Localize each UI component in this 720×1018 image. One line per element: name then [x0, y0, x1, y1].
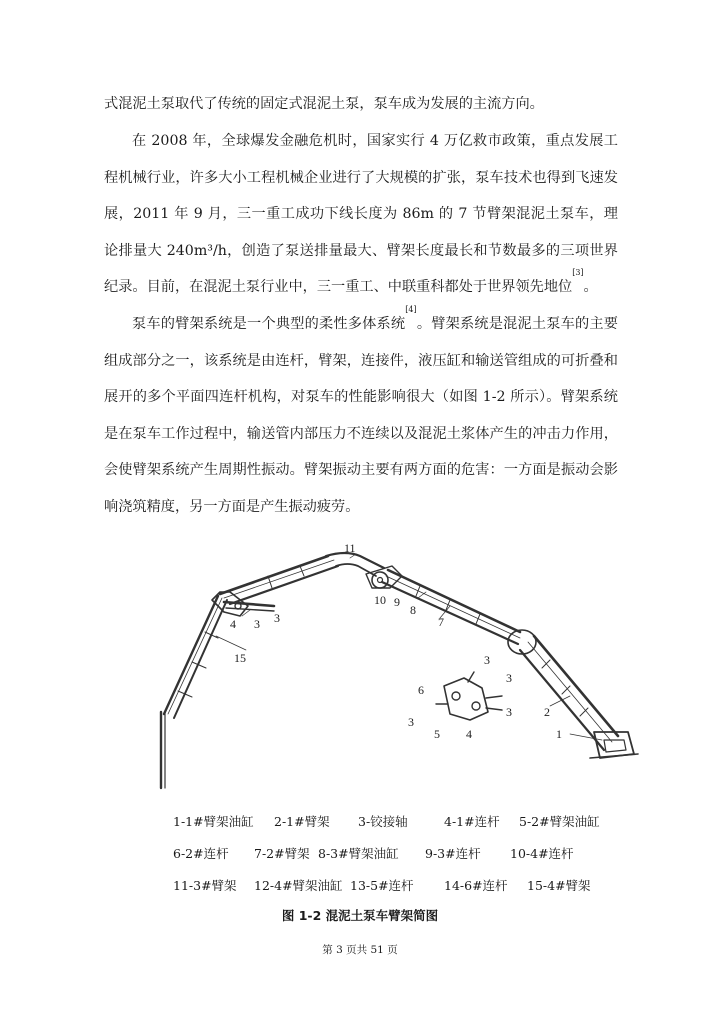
callout-12: 3: [274, 611, 280, 625]
callout-11: 11: [344, 541, 356, 555]
paragraph-2-end: 。: [583, 279, 598, 296]
paragraph-2: [104, 123, 618, 306]
legend-item-5: 5-2#臂架油缸: [519, 814, 600, 829]
paragraph-2-text: 在 2008 年，全球爆发金融危机时，国家实行 4 万亿救市政策，重点发展工程机械行业，许多大小工程机械企业进行了大规模的扩张，泵车技术也得到飞速发展，2011 年 9 月，三一重工成功下线长度为 86m 的 7 节臂架混泥土泵车，理论排量大 240m³/h，创造了泵送排量最大、臂架长度最长和节数最多的三项世界纪录。目前，在混泥土泵行业中，三一重工、中联重科都处于世界领先地位: [104, 133, 618, 296]
legend-item-13: 13-5#连杆: [350, 878, 414, 893]
joint-8-10: [366, 566, 402, 588]
callout-3d: 3: [408, 715, 414, 729]
callout-15: 15: [234, 651, 246, 665]
callout-8: 8: [410, 603, 416, 617]
callout-3b: 3: [506, 671, 512, 685]
end-hose: [161, 712, 165, 788]
callout-6: 6: [418, 683, 424, 697]
callout-9: 9: [394, 595, 400, 609]
legend-item-12: 12-4#臂架油缸: [254, 878, 343, 893]
callout-13: 3: [254, 617, 260, 631]
callout-7: 7: [438, 615, 444, 629]
legend-item-4: 4-1#连杆: [444, 814, 500, 829]
paragraph-3: [104, 306, 618, 526]
callout-3c: 3: [506, 705, 512, 719]
legend-item-1: 1-1#臂架油缸: [173, 814, 254, 829]
citation-3: [3]: [572, 268, 584, 278]
callout-5: 5: [434, 727, 440, 741]
boom-section-3: [220, 553, 384, 604]
callout-10: 10: [374, 593, 386, 607]
legend-item-8: 8-3#臂架油缸: [318, 846, 399, 861]
paragraph-1: [104, 86, 618, 123]
turret-base: [590, 732, 638, 758]
callout-14: 4: [230, 617, 236, 631]
callout-3a: 3: [484, 653, 490, 667]
callout-2: 2: [544, 705, 550, 719]
legend-item-9: 9-3#连杆: [425, 846, 481, 861]
joint-detail-inset: [436, 672, 502, 720]
boom-section-1: [520, 636, 618, 750]
callout-1: 1: [556, 727, 562, 741]
legend-item-6: 6-2#连杆: [173, 846, 229, 861]
callout-4: 4: [466, 727, 472, 741]
legend-item-14: 14-6#连杆: [444, 878, 508, 893]
boom-diagram: [150, 536, 640, 798]
legend-item-11: 11-3#臂架: [173, 878, 237, 893]
boom-section-4: [164, 596, 227, 718]
paragraph-3-text-a: 泵车的臂架系统是一个典型的柔性多体系统: [132, 316, 406, 332]
legend-item-3: 3-铰接轴: [358, 814, 408, 829]
paragraph-1-text: 式混泥土泵取代了传统的固定式混泥土泵，泵车成为发展的主流方向。: [104, 96, 544, 112]
legend-item-2: 2-1#臂架: [274, 814, 330, 829]
boom-section-2: [382, 570, 520, 644]
citation-4: [4]: [405, 305, 417, 314]
paragraph-3-text-b: 。臂架系统是混泥土泵车的主要组成部分之一，该系统是由连杆，臂架，连接件，液压缸和输送管组成的可折叠和展开的多个平面四连杆机构，对泵车的性能影响很大（如图 1-2 所示）。臂架系统是在泵车工作过程中，输送管内部压力不连续以及混泥土浆体产生的冲击力作用，会使臂架系统产生周期性振动。臂架振动主要有两方面的危害：一方面是振动会影响浇筑精度，另一方面是产生振动疲劳。: [104, 316, 618, 515]
legend-item-15: 15-4#臂架: [527, 878, 591, 893]
legend-item-10: 10-4#连杆: [510, 846, 574, 861]
figure-caption: 图 1-2 混泥土泵车臂架简图: [281, 908, 439, 923]
page-number: 第 3 页共 51 页: [322, 944, 398, 956]
legend-item-7: 7-2#臂架: [254, 846, 310, 861]
